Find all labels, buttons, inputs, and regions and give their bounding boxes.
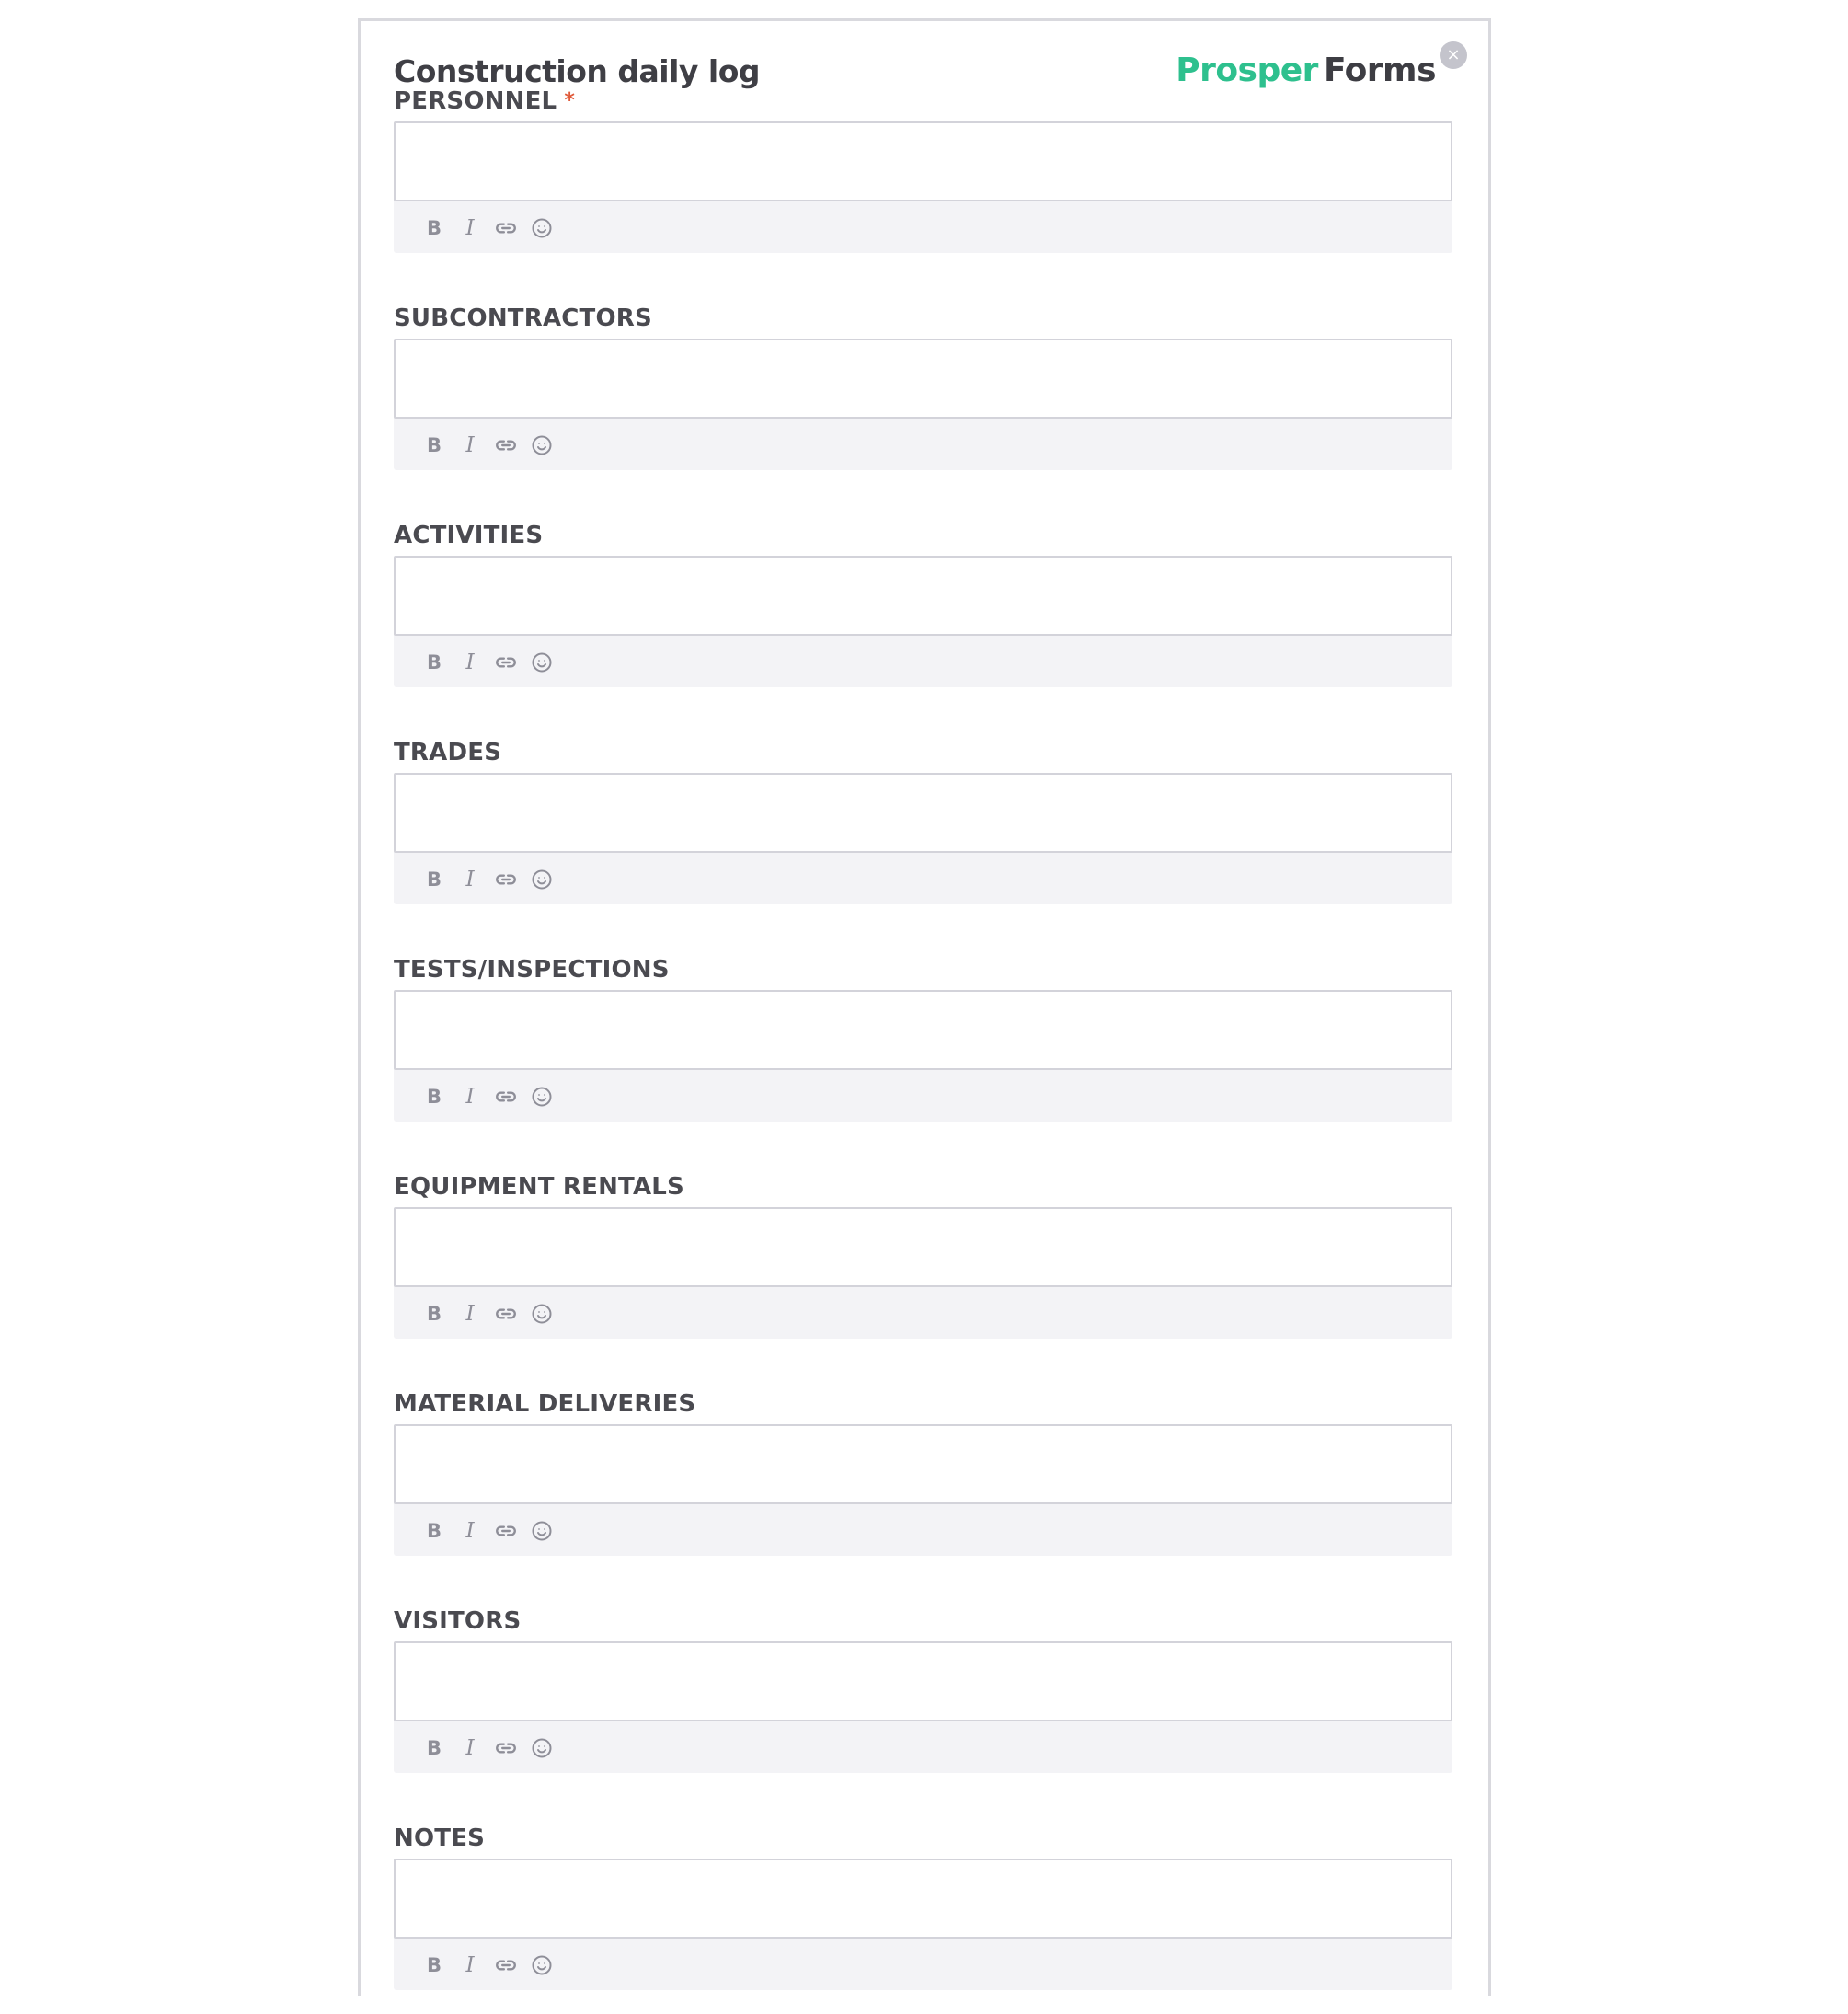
- link-icon: [494, 868, 518, 892]
- italic-icon: I: [465, 433, 475, 457]
- field-label-text: SUBCONTRACTORS: [394, 305, 652, 332]
- link-button[interactable]: [491, 1951, 521, 1980]
- field-label: [394, 521, 543, 550]
- emoji-icon: [531, 1303, 553, 1325]
- rich-text-editor: [394, 1641, 1452, 1773]
- bold-icon: B: [426, 1086, 442, 1108]
- bold-icon: B: [426, 217, 442, 239]
- link-button[interactable]: [491, 648, 521, 677]
- form-card: [358, 18, 1491, 1996]
- rich-text-input[interactable]: [394, 773, 1452, 853]
- emoji-icon: [531, 651, 553, 673]
- link-button[interactable]: [491, 431, 521, 460]
- emoji-icon: [531, 1520, 553, 1542]
- rich-text-editor: [394, 990, 1452, 1122]
- link-icon: [494, 433, 518, 457]
- italic-button[interactable]: [455, 431, 485, 460]
- field-label: [394, 1824, 485, 1853]
- link-button[interactable]: [491, 1733, 521, 1763]
- bold-icon: B: [426, 1954, 442, 1976]
- italic-button[interactable]: [455, 1951, 485, 1980]
- editor-toolbar: [419, 431, 563, 460]
- field-label-text: MATERIAL DELIVERIES: [394, 1390, 696, 1418]
- rich-text-input[interactable]: [394, 1641, 1452, 1721]
- rich-text-editor: [394, 1207, 1452, 1339]
- editor-toolbar: [419, 648, 563, 677]
- emoji-button[interactable]: [527, 1733, 557, 1763]
- bold-button[interactable]: [419, 1733, 449, 1763]
- emoji-button[interactable]: [527, 865, 557, 894]
- link-button[interactable]: [491, 1516, 521, 1546]
- link-icon: [494, 1085, 518, 1109]
- rich-text-editor: [394, 556, 1452, 687]
- field-label: [394, 1389, 695, 1419]
- italic-icon: I: [465, 1519, 475, 1543]
- emoji-icon: [531, 1737, 553, 1759]
- editor-toolbar: [419, 865, 563, 894]
- bold-button[interactable]: [419, 1516, 449, 1546]
- rich-text-editor: [394, 1859, 1452, 1990]
- field-label: [394, 738, 501, 767]
- bold-button[interactable]: [419, 1082, 449, 1111]
- italic-button[interactable]: [455, 1082, 485, 1111]
- italic-icon: I: [465, 1953, 475, 1977]
- field-label-text: ACTIVITIES: [394, 522, 544, 549]
- field-label: [394, 86, 575, 116]
- bold-icon: B: [426, 1303, 442, 1325]
- bold-icon: B: [426, 651, 442, 673]
- editor-toolbar: [419, 1299, 563, 1329]
- bold-button[interactable]: [419, 1299, 449, 1329]
- italic-icon: I: [465, 868, 475, 892]
- link-icon: [494, 1519, 518, 1543]
- editor-toolbar: [419, 1733, 563, 1763]
- italic-button[interactable]: [455, 213, 485, 243]
- link-button[interactable]: [491, 213, 521, 243]
- editor-toolbar: [419, 1516, 563, 1546]
- bold-button[interactable]: [419, 865, 449, 894]
- link-button[interactable]: [491, 1082, 521, 1111]
- italic-button[interactable]: [455, 1299, 485, 1329]
- close-button[interactable]: [1440, 41, 1467, 69]
- italic-icon: I: [465, 1085, 475, 1109]
- emoji-button[interactable]: [527, 648, 557, 677]
- rich-text-editor: [394, 121, 1452, 253]
- emoji-button[interactable]: [527, 1951, 557, 1980]
- emoji-icon: [531, 217, 553, 239]
- field-label-text: EQUIPMENT RENTALS: [394, 1173, 684, 1201]
- brand-logo-forms: Forms: [1323, 52, 1436, 89]
- italic-icon: I: [465, 1736, 475, 1760]
- emoji-button[interactable]: [527, 431, 557, 460]
- link-icon: [494, 216, 518, 240]
- bold-button[interactable]: [419, 1951, 449, 1980]
- link-icon: [494, 1736, 518, 1760]
- required-indicator: *: [564, 89, 576, 112]
- emoji-button[interactable]: [527, 213, 557, 243]
- field-label-text: NOTES: [394, 1824, 486, 1852]
- rich-text-input[interactable]: [394, 556, 1452, 636]
- rich-text-editor: [394, 773, 1452, 904]
- brand-logo-prosper: Prosper: [1176, 52, 1318, 89]
- italic-button[interactable]: [455, 865, 485, 894]
- rich-text-input[interactable]: [394, 1424, 1452, 1504]
- field-label: [394, 304, 652, 333]
- bold-button[interactable]: [419, 431, 449, 460]
- field-label-text: PERSONNEL: [394, 87, 557, 115]
- form-title: Construction daily log: [394, 53, 760, 89]
- emoji-button[interactable]: [527, 1299, 557, 1329]
- bold-icon: B: [426, 1737, 442, 1759]
- italic-button[interactable]: [455, 1733, 485, 1763]
- italic-icon: I: [465, 216, 475, 240]
- link-icon: [494, 1302, 518, 1326]
- italic-icon: I: [465, 1302, 475, 1326]
- editor-toolbar: [419, 1082, 563, 1111]
- field-label: [394, 955, 670, 984]
- emoji-button[interactable]: [527, 1082, 557, 1111]
- italic-button[interactable]: [455, 648, 485, 677]
- bold-button[interactable]: [419, 648, 449, 677]
- link-icon: [494, 650, 518, 674]
- rich-text-editor: [394, 339, 1452, 470]
- bold-icon: B: [426, 434, 442, 456]
- emoji-icon: [531, 869, 553, 891]
- field-label-text: VISITORS: [394, 1607, 522, 1635]
- emoji-icon: [531, 1086, 553, 1108]
- rich-text-input[interactable]: [394, 121, 1452, 201]
- field-label-text: TRADES: [394, 739, 502, 766]
- emoji-button[interactable]: [527, 1516, 557, 1546]
- bold-button[interactable]: [419, 213, 449, 243]
- rich-text-editor: [394, 1424, 1452, 1556]
- link-icon: [494, 1953, 518, 1977]
- bold-icon: B: [426, 869, 442, 891]
- field-label-text: TESTS/INSPECTIONS: [394, 956, 670, 984]
- field-label: [394, 1172, 684, 1202]
- brand-logo: [1176, 51, 1436, 91]
- field-label: [394, 1606, 521, 1636]
- italic-icon: I: [465, 650, 475, 674]
- close-icon: ×: [1446, 45, 1461, 64]
- rich-text-input[interactable]: [394, 1207, 1452, 1287]
- link-button[interactable]: [491, 865, 521, 894]
- emoji-icon: [531, 1954, 553, 1976]
- rich-text-input[interactable]: [394, 1859, 1452, 1939]
- rich-text-input[interactable]: [394, 339, 1452, 419]
- bold-icon: B: [426, 1520, 442, 1542]
- editor-toolbar: [419, 1951, 563, 1980]
- link-button[interactable]: [491, 1299, 521, 1329]
- emoji-icon: [531, 434, 553, 456]
- rich-text-input[interactable]: [394, 990, 1452, 1070]
- editor-toolbar: [419, 213, 563, 243]
- italic-button[interactable]: [455, 1516, 485, 1546]
